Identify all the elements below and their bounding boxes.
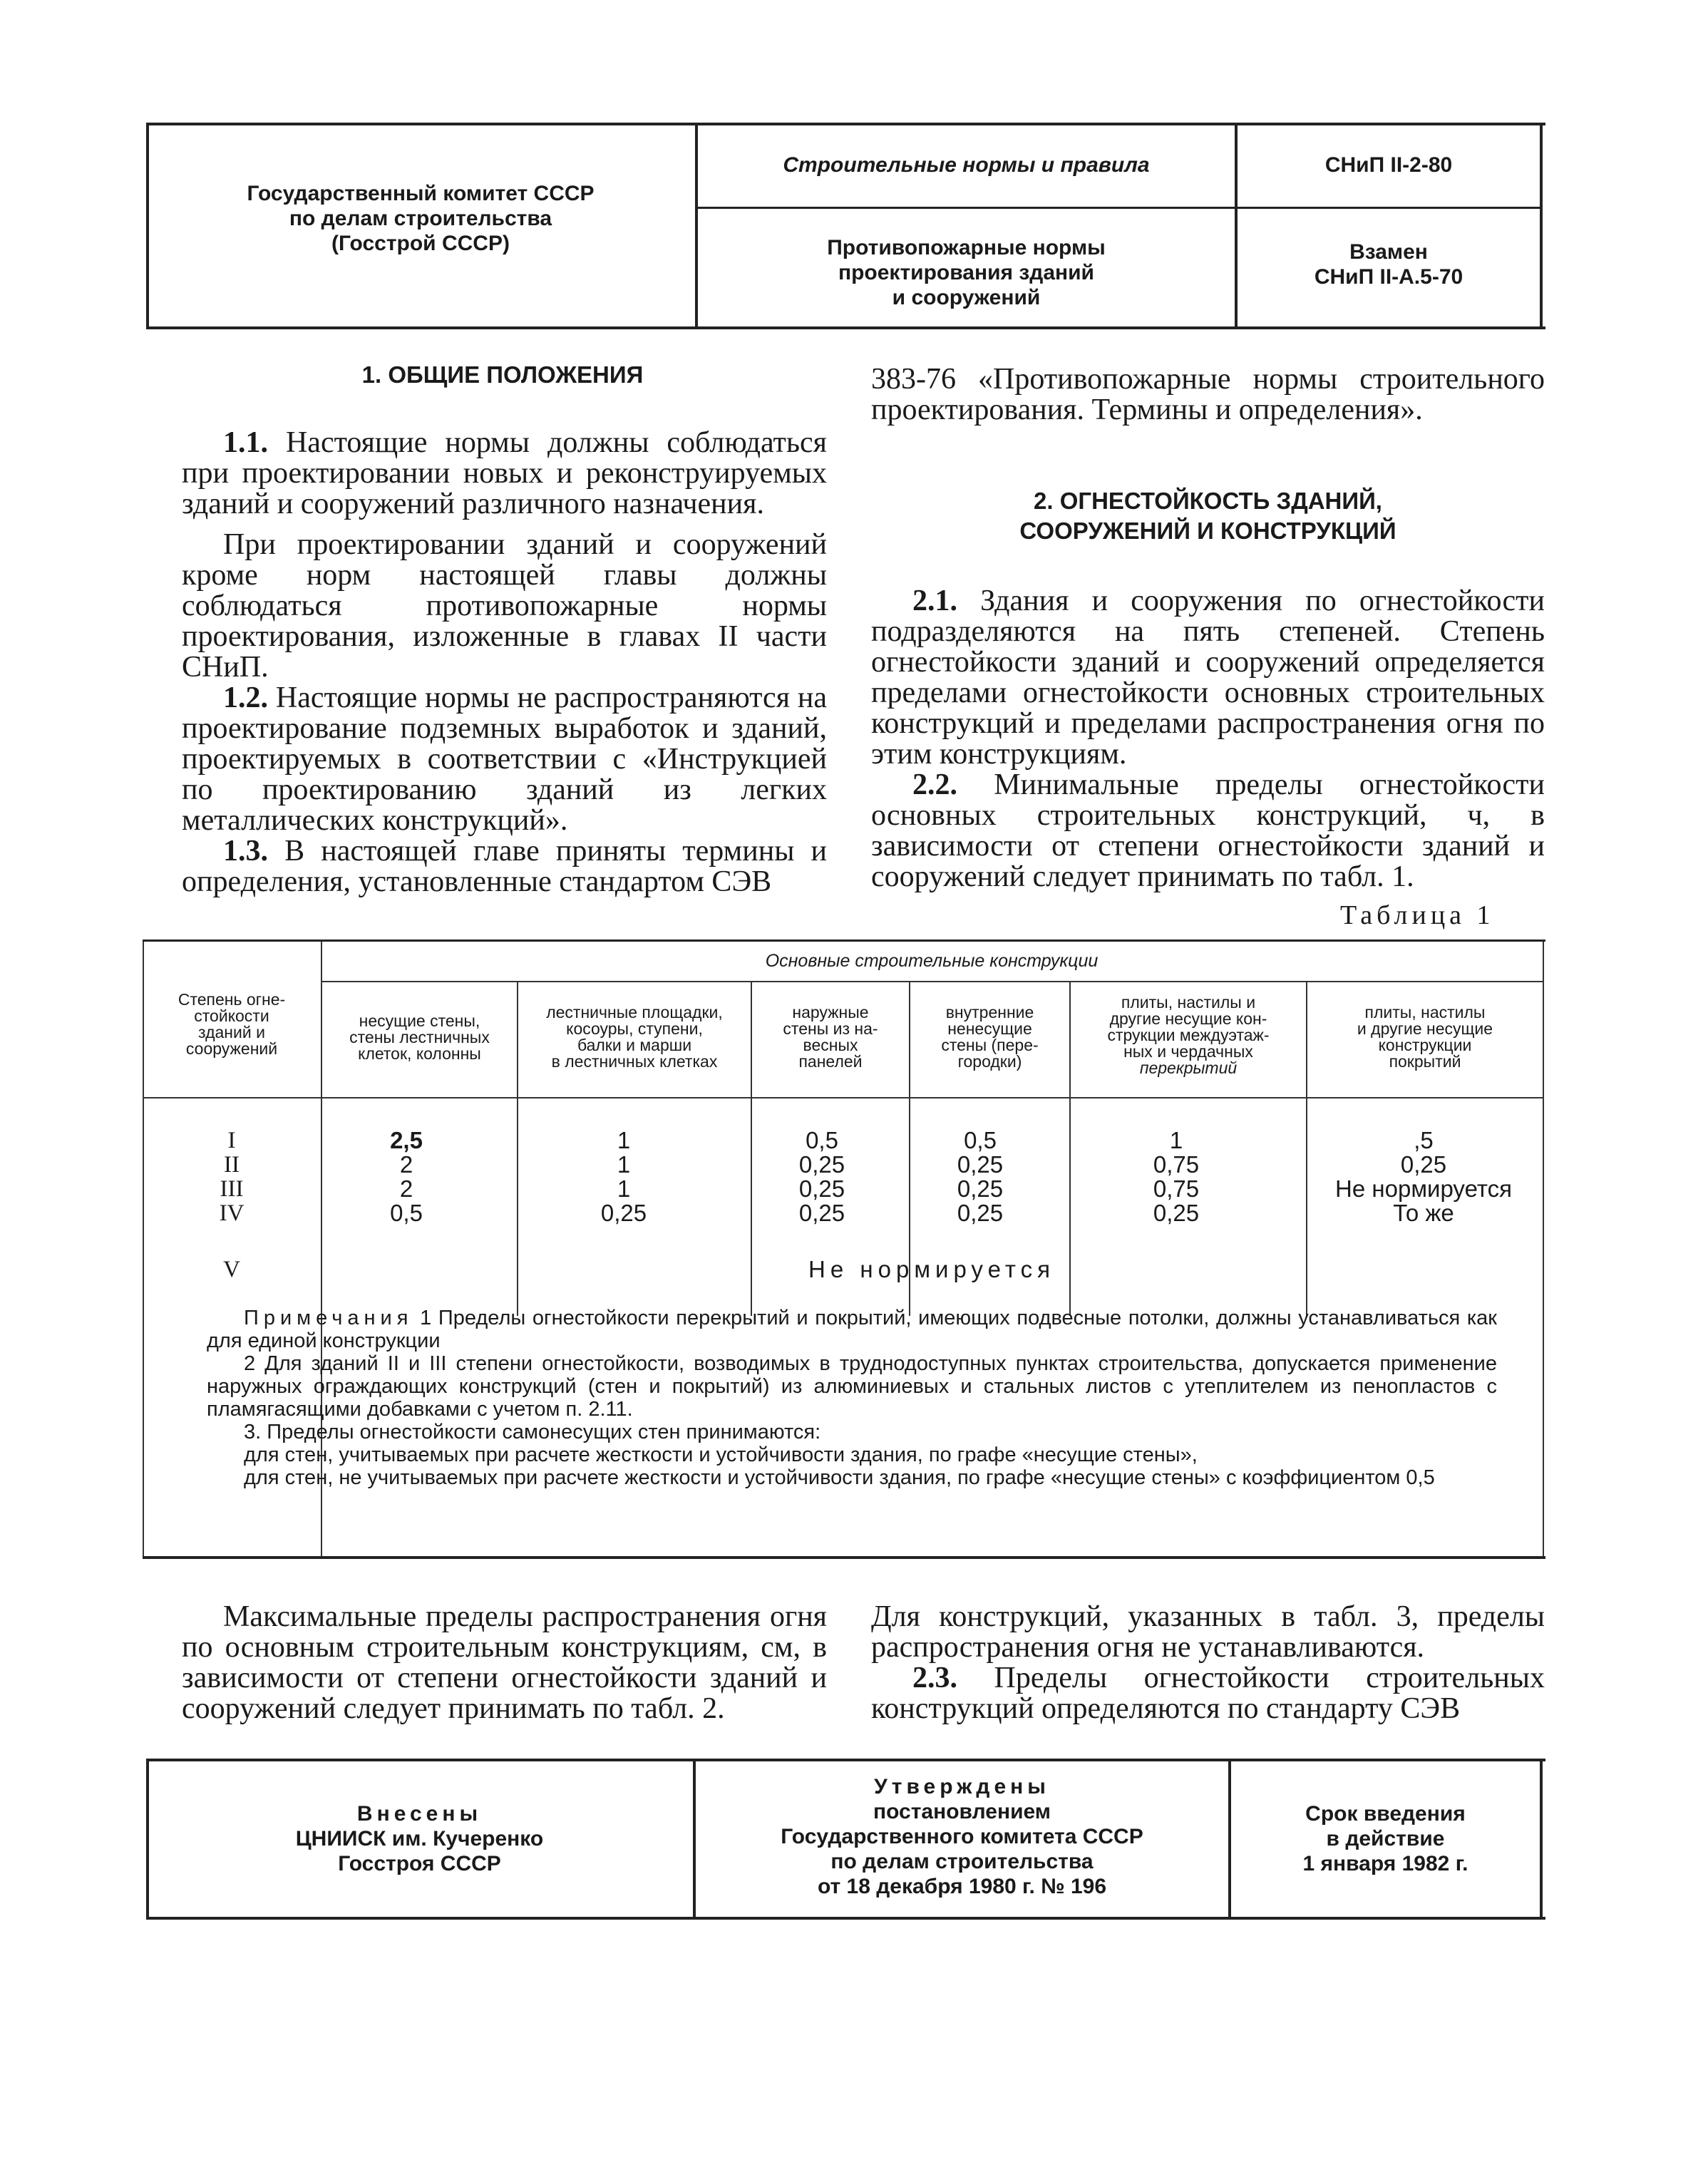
table-1 <box>143 940 1545 1559</box>
header-line: другие несущие кон- <box>1109 1009 1267 1028</box>
value-cell: 0,75 <box>1153 1151 1200 1178</box>
header-line: и другие несущие <box>1357 1019 1493 1038</box>
note-text: 1 Пределы огнестойкости перекрытий и покрытий, имеющих подвесные потолки, должны устанавливаться как для единой конструкции <box>207 1307 1497 1352</box>
footer-line: Внесены <box>356 1802 483 1826</box>
after-table-left <box>182 1602 827 1724</box>
clause-number: 2.2. <box>912 768 957 801</box>
title-line: Противопожарные нормы <box>827 236 1106 259</box>
header-line: покрытий <box>1389 1052 1461 1071</box>
header-line: ненесущие <box>947 1019 1032 1038</box>
column-header-5 <box>1071 994 1306 1076</box>
value-cell: 0,25 <box>798 1175 845 1202</box>
header-line: городки) <box>957 1052 1022 1071</box>
merged-value-cell: Не нормируется <box>808 1256 1055 1282</box>
value-cell: 0,25 <box>957 1200 1004 1226</box>
header-row-divider <box>698 207 1543 209</box>
note-2: 2 Для зданий II и III степени огнестойкости, возводимых в труднодоступных пунктах строительства, допускается применение наружных ограждающих конструкций (стен и покрытий) из алюминиевых и стальных листов с утеплителем из пенопластов с пламягасящими добавками с учетом п. 2.11. <box>207 1352 1497 1421</box>
document-header <box>146 123 1545 329</box>
header-line: наружные <box>792 1003 869 1021</box>
header-line: в лестничных клетках <box>551 1052 718 1071</box>
clause-number: 1.2. <box>223 681 268 714</box>
paragraph-1-3 <box>182 836 827 897</box>
title-line: и сооружений <box>892 286 1041 309</box>
effective-date <box>1231 1801 1540 1876</box>
replaces-note <box>1238 240 1540 289</box>
value-cell: 1 <box>1169 1127 1183 1153</box>
header-line: внутренние <box>945 1003 1034 1021</box>
degree-cell: III <box>220 1176 244 1202</box>
value-cell: 0,25 <box>600 1200 647 1226</box>
introduced-by <box>146 1801 693 1876</box>
footer-line: по делам строительства <box>830 1850 1094 1873</box>
header-line: панелей <box>798 1052 863 1071</box>
table-notes <box>207 1307 1497 1489</box>
header-line: струкции междуэтаж- <box>1107 1026 1270 1044</box>
header-line: конструкции <box>1378 1036 1472 1054</box>
committee-line: (Госстрой СССР) <box>331 232 510 255</box>
header-line: несущие стены, <box>359 1012 480 1030</box>
value-cell: 1 <box>617 1151 631 1178</box>
clause-number: 1.1. <box>223 426 268 459</box>
header-line: косоуры, ступени, <box>566 1019 703 1038</box>
title-line: проектирования зданий <box>838 261 1095 284</box>
notes-label: Примечания <box>244 1307 413 1329</box>
clause-text: Здания и сооружения по огнестойкости подразделяются на пять степеней. Степень огнестойкости зданий и сооружений определяется пределами огнестойкости основных строительных конструкций и пределами распространения огня по этим конструкциям. <box>871 585 1545 771</box>
footer-line: Утверждены <box>874 1775 1050 1798</box>
footer-line: ЦНИИСК им. Кучеренко <box>295 1827 544 1851</box>
value-cell: 0,25 <box>798 1151 845 1178</box>
header-line: Степень огне- <box>178 990 286 1009</box>
paragraph-2-3 <box>871 1663 1545 1724</box>
footer-line: Государственного комитета СССР <box>781 1825 1143 1848</box>
header-line: сооружений <box>185 1039 278 1058</box>
footer-line: 1 января 1982 г. <box>1302 1852 1468 1875</box>
header-line: плиты, настилы и <box>1121 993 1256 1012</box>
value-cell: 0,5 <box>390 1200 423 1226</box>
footer-line: в действие <box>1326 1827 1445 1851</box>
header-line: плиты, настилы <box>1364 1003 1486 1021</box>
value-cell: 2 <box>399 1175 413 1202</box>
paragraph-1-1b: При проектировании зданий и сооружений кроме норм настоящей главы должны соблюдаться противопожарные нормы проектирования, изложенные в главах II части СНиП. <box>182 528 827 684</box>
clause-text: Пределы огнестойкости строительных конструкций определяются по стандарту СЭВ <box>871 1662 1545 1725</box>
header-line: стойкости <box>194 1007 269 1025</box>
approved-by <box>696 1774 1228 1899</box>
column-header-4 <box>910 1004 1069 1070</box>
heading-line: СООРУЖЕНИЙ И КОНСТРУКЦИЙ <box>1019 518 1396 544</box>
note-3a: для стен, учитываемых при расчете жесткости и устойчивости здания, по графе «несущие стены», <box>244 1443 1198 1466</box>
clause-text: Настоящие нормы не распространяются на проектирование подземных выработок и зданий, проектируемых в соответствии с «Инструкцией по проектированию зданий из легких металлических конструкций». <box>182 681 827 837</box>
value-cell: 0,25 <box>957 1151 1004 1178</box>
committee-line: по делам строительства <box>289 207 552 230</box>
column-header-1 <box>322 1013 517 1062</box>
value-cell: 0,5 <box>806 1127 838 1153</box>
value-cell: 0,25 <box>1153 1200 1200 1226</box>
clause-text: В настоящей главе приняты термины и определения, установленные стандартом СЭВ <box>182 835 827 898</box>
degree-cell: I <box>227 1128 236 1153</box>
group-header: Основные строительные конструкции <box>765 951 1099 971</box>
doc-type: Строительные нормы и правила <box>783 153 1150 177</box>
clause-number: 1.3. <box>223 835 268 868</box>
right-column-text <box>871 586 1545 892</box>
degree-cell: II <box>224 1152 240 1178</box>
clause-number: 2.1. <box>912 585 957 617</box>
clause-text: Минимальные пределы огнестойкости основных строительных конструкций, ч, в зависимости от степени огнестойкости зданий и сооружений следует принимать по табл. 1. <box>871 768 1545 893</box>
value-cell: 1 <box>617 1127 631 1153</box>
value-cell: 0,25 <box>798 1200 845 1226</box>
paragraph-1-2 <box>182 683 827 836</box>
footer-divider <box>1540 1761 1543 1917</box>
header-line: лестничные площадки, <box>546 1003 723 1021</box>
paragraph-max-spread: Максимальные пределы распространения огня по основным строительным конструкциям, см, в зависимости от степени огнестойкости зданий и сооружений следует принимать по табл. 2. <box>182 1600 827 1725</box>
column-header-2 <box>518 1004 751 1070</box>
value-cell: 2 <box>399 1151 413 1178</box>
paragraph-1-1 <box>182 428 827 520</box>
doc-title <box>698 235 1235 310</box>
value-cell: 0,25 <box>1400 1151 1447 1178</box>
after-table-right <box>871 1602 1545 1724</box>
right-column-continuation: 383-76 «Противопожарные нормы строительного проектирования. Термины и определения». <box>871 363 1545 426</box>
clause-number: 2.3. <box>912 1662 957 1694</box>
table-row <box>143 1257 1543 1283</box>
section-1-heading: 1. ОБЩИЕ ПОЛОЖЕНИЯ <box>361 361 644 388</box>
header-row-divider <box>321 981 1543 982</box>
header-line: стены лестничных <box>349 1028 490 1046</box>
degree-cell: IV <box>219 1200 245 1226</box>
value-cell: ,5 <box>1414 1127 1434 1153</box>
header-line: балки и марши <box>577 1036 692 1054</box>
table-row <box>143 1128 1543 1153</box>
value-cell: То же <box>1393 1200 1454 1226</box>
value-cell: 0,5 <box>964 1127 997 1153</box>
replaces-line: Взамен <box>1349 240 1428 264</box>
footer-line: Госстроя СССР <box>338 1852 501 1875</box>
header-line: весных <box>803 1036 858 1054</box>
header-line: зданий и <box>198 1023 265 1041</box>
column-header-3 <box>752 1004 909 1070</box>
paragraph-2-2 <box>871 770 1545 892</box>
header-line: клеток, колонны <box>358 1044 481 1063</box>
value-cell: Не нормируется <box>1335 1175 1512 1202</box>
value-cell: 1 <box>617 1175 631 1202</box>
table-border <box>1543 942 1544 1556</box>
column-header-6 <box>1307 1004 1543 1070</box>
header-line: стены (пере- <box>941 1036 1039 1054</box>
document-footer <box>146 1759 1545 1920</box>
header-line: ных и чердачных <box>1123 1042 1253 1061</box>
note-3b: для стен, не учитываемых при расчете жесткости и устойчивости здания, по графе «несущие стены» с коэффициентом 0,5 <box>244 1466 1435 1489</box>
value-cell: 0,75 <box>1153 1175 1200 1202</box>
value-cell: 2,5 <box>390 1127 423 1153</box>
doc-code: СНиП II-2-80 <box>1324 153 1453 177</box>
committee-name <box>146 181 695 256</box>
footer-line: постановлением <box>873 1800 1051 1823</box>
left-column-text <box>182 428 827 897</box>
row-header <box>143 992 321 1057</box>
header-line: стены из на- <box>783 1019 878 1038</box>
paragraph-2-1 <box>871 586 1545 770</box>
table-caption: Таблица 1 <box>1340 900 1495 930</box>
header-bottom-line <box>143 1097 1543 1098</box>
degree-cell: V <box>223 1257 240 1282</box>
paragraph-spread-note: Для конструкций, указанных в табл. 3, пределы распространения огня не устанавливаются. <box>871 1600 1545 1664</box>
section-2-heading <box>871 486 1545 546</box>
table-row <box>143 1177 1543 1201</box>
replaces-line: СНиП II-А.5-70 <box>1314 265 1463 289</box>
table-row <box>143 1201 1543 1225</box>
committee-line: Государственный комитет СССР <box>247 182 595 205</box>
footer-line: от 18 декабря 1980 г. № 196 <box>817 1875 1107 1898</box>
value-cell: 0,25 <box>957 1175 1004 1202</box>
clause-text: Настоящие нормы должны соблюдаться при проектировании новых и реконструируемых зданий и сооружений различного назначения. <box>182 426 827 520</box>
table-row <box>143 1153 1543 1177</box>
heading-line: 2. ОГНЕСТОЙКОСТЬ ЗДАНИЙ, <box>1034 488 1382 514</box>
note-3: 3. Пределы огнестойкости самонесущих стен принимаются: <box>244 1421 821 1443</box>
note-1 <box>207 1307 1497 1352</box>
header-divider <box>1540 125 1543 326</box>
footer-line: Срок введения <box>1305 1802 1466 1826</box>
header-line: перекрытий <box>1139 1059 1238 1077</box>
